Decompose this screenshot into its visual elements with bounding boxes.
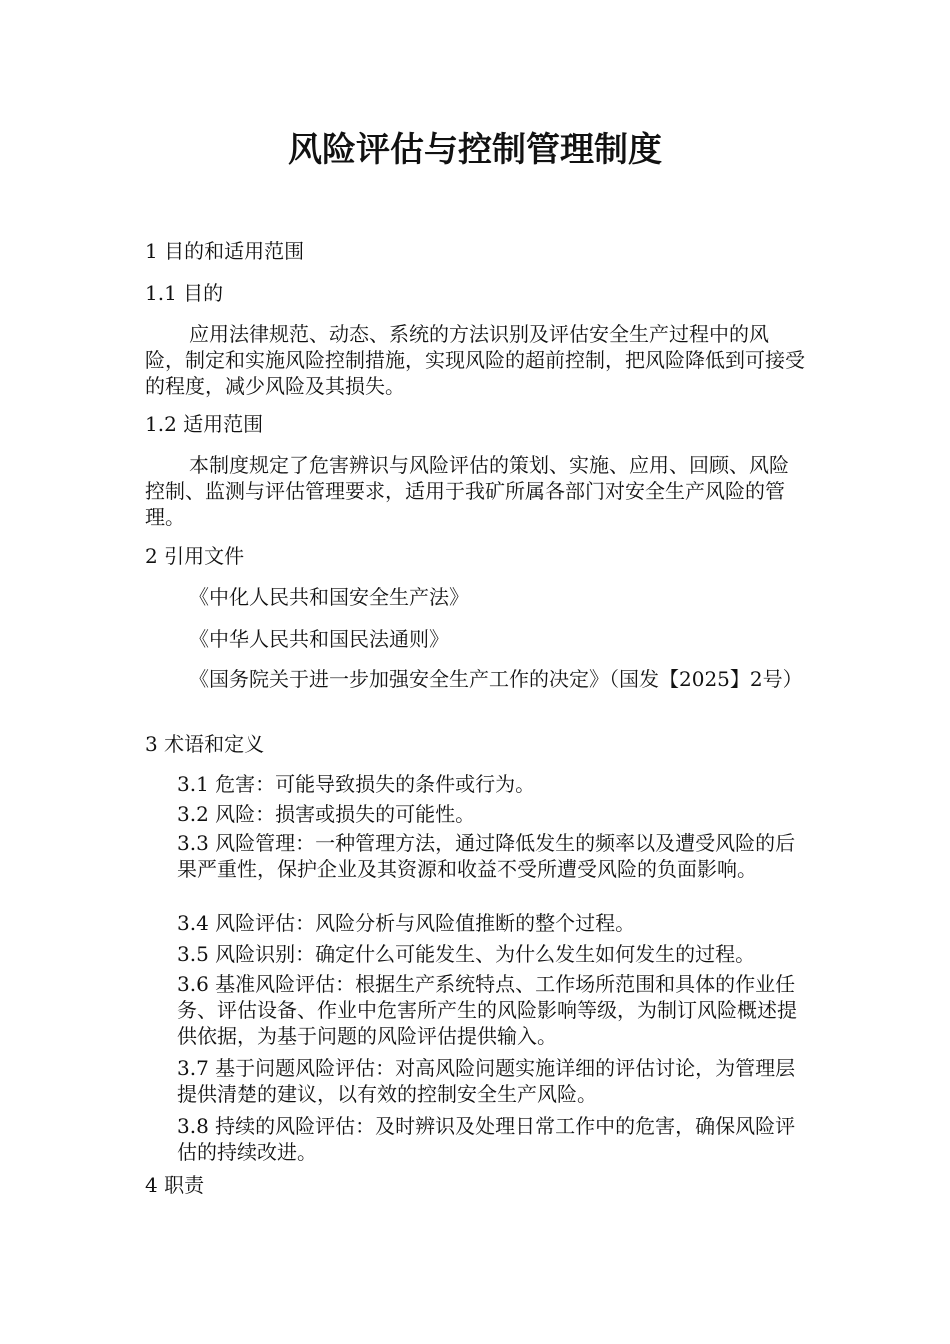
term-definition: 3.2 风险：损害或损失的可能性。 bbox=[177, 802, 476, 826]
term-definition: 3.6 基准风险评估：根据生产系统特点、工作场所范围和具体的作业任务、评估设备、作业中危害所产生的风险影响等级，为制订风险概述提供依据，为基于问题的风险评估提供输入。 bbox=[177, 972, 797, 1048]
section-2-heading: 2 引用文件 bbox=[145, 544, 245, 568]
term-definition: 3.3 风险管理：一种管理方法，通过降低发生的频率以及遭受风险的后果严重性，保护企业及其资源和收益不受所遭受风险的负面影响。 bbox=[177, 831, 796, 881]
section-1-heading: 1 目的和适用范围 bbox=[145, 239, 305, 263]
section-3-heading: 3 术语和定义 bbox=[145, 732, 265, 756]
section-1-2-body: 本制度规定了危害辨识与风险评估的策划、实施、应用、回顾、风险控制、监测与评估管理要求，适用于我矿所属各部门对安全生产风险的管理。 bbox=[145, 453, 789, 529]
reference-item: 《中华人民共和国民法通则》 bbox=[189, 627, 449, 651]
section-1-2-heading: 1.2 适用范围 bbox=[145, 412, 264, 436]
section-1-1-heading: 1.1 目的 bbox=[145, 281, 224, 305]
reference-item: 《国务院关于进一步加强安全生产工作的决定》（国发【2025】2号） bbox=[189, 667, 803, 691]
reference-item: 《中化人民共和国安全生产法》 bbox=[189, 585, 469, 609]
section-4-heading: 4 职责 bbox=[145, 1173, 205, 1197]
term-definition: 3.5 风险识别：确定什么可能发生、为什么发生如何发生的过程。 bbox=[177, 942, 756, 966]
document-title: 风险评估与控制管理制度 bbox=[288, 130, 662, 170]
term-definition: 3.1 危害：可能导致损失的条件或行为。 bbox=[177, 772, 536, 796]
section-1-1-body: 应用法律规范、动态、系统的方法识别及评估安全生产过程中的风险，制定和实施风险控制措施，实现风险的超前控制，把风险降低到可接受的程度，减少风险及其损失。 bbox=[145, 322, 805, 398]
term-definition: 3.8 持续的风险评估：及时辨识及处理日常工作中的危害，确保风险评估的持续改进。 bbox=[177, 1114, 796, 1164]
term-definition: 3.4 风险评估：风险分析与风险值推断的整个过程。 bbox=[177, 911, 636, 935]
term-definition: 3.7 基于问题风险评估：对高风险问题实施详细的评估讨论，为管理层提供清楚的建议，以有效的控制安全生产风险。 bbox=[177, 1056, 796, 1106]
